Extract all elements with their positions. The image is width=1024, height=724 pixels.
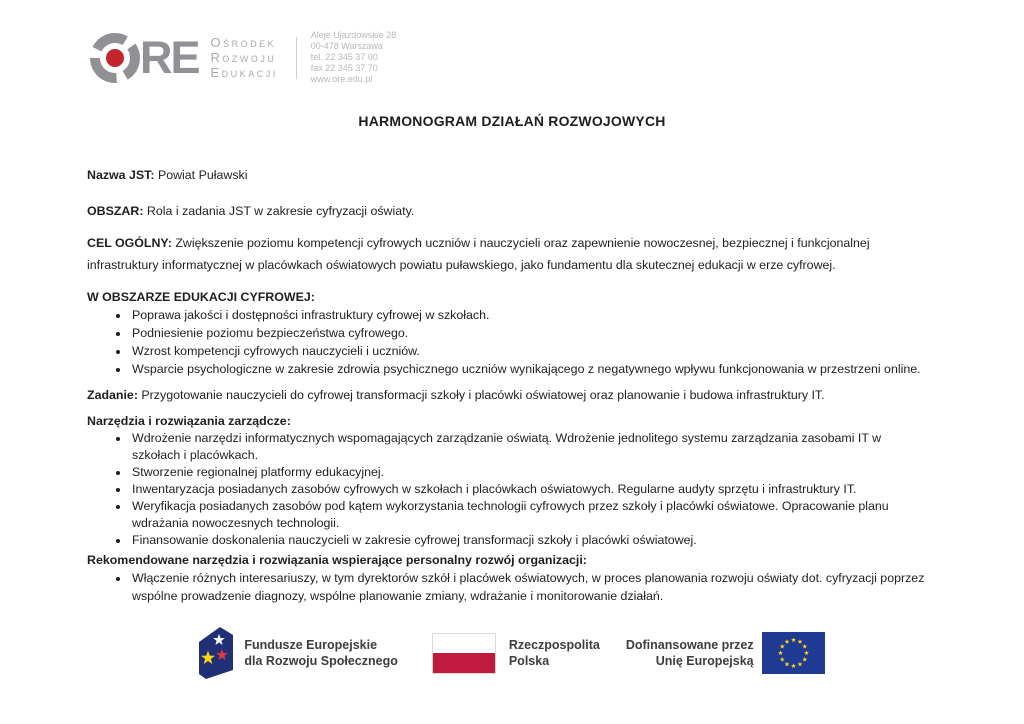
address-line: 00-478 Warszawa	[310, 41, 383, 51]
field-label: OBSZAR:	[87, 204, 144, 218]
address-line: fax 22 345 37 70	[310, 63, 378, 73]
address-line: Aleje Ujazdowskie 28	[310, 30, 397, 40]
list-item: • Wsparcie psychologiczne w zakresie zdrowia psychicznego uczniów wynikającego z negatywnego wpływu funkcjonowania w przestrzeni online.	[130, 360, 930, 378]
field-nazwa-jst	[87, 166, 930, 184]
rp-label: Rzeczpospolita Polska	[508, 637, 600, 668]
website-link: www.ore.edu.pl	[310, 74, 373, 84]
list-item: • Wdrożenie narzędzi informatycznych wspomagających zarządzanie oświatą. Wdrożenie jednolitego systemu zarządzania zasobami IT w szkołach i placówkach.	[130, 430, 930, 464]
address-block	[311, 30, 397, 85]
bullet-list-rekomendowane	[87, 569, 930, 605]
page-title: HARMONOGRAM DZIAŁAŃ ROZWOJOWYCH	[358, 113, 666, 129]
fe-logo-label: Fundusze Europejskie dla Rozwoju Społecznego	[244, 637, 398, 668]
field-zadanie	[87, 386, 930, 404]
fe-flag-icon	[199, 627, 233, 679]
eu-flag-icon	[762, 632, 825, 674]
address-line: tel. 22 345 37 00	[310, 52, 378, 62]
ore-logo-text: RE	[140, 31, 199, 83]
bullet-list-edukacja	[87, 306, 930, 378]
document-body	[87, 166, 930, 613]
ore-o-icon	[88, 31, 142, 85]
fundusze-europejskie-logo	[199, 627, 397, 679]
letterhead-divider	[296, 37, 297, 79]
field-cel-ogolny	[87, 233, 930, 276]
rzeczpospolita-polska-logo	[432, 633, 600, 674]
org-name	[211, 35, 278, 80]
field-value: Zwiększenie poziomu kompetencji cyfrowych uczniów i nauczycieli oraz zapewnienie nowoczesnej, bezpiecznej i funkcjonalnej infrastruktury informatycznej w placówkach oświatowych powiatu puławskiego, jako fundamentu dla skutecznej edukacji w erze cyfrowej.	[87, 236, 870, 272]
ore-logo	[88, 31, 199, 85]
field-label: Zadanie:	[87, 388, 138, 402]
field-value: Przygotowanie nauczycieli do cyfrowej transformacji szkoły i placówki oświatowej oraz planowanie i budowa infrastruktury IT.	[141, 388, 825, 402]
field-value: Powiat Puławski	[157, 168, 248, 182]
field-value: Rola i zadania JST w zakresie cyfryzacji oświaty.	[146, 204, 415, 218]
ore-red-dot-icon	[106, 49, 124, 67]
list-item: • Stworzenie regionalnej platformy edukacyjnej.	[130, 464, 930, 481]
list-item: • Podniesienie poziomu bezpieczeństwa cyfrowego.	[130, 324, 930, 342]
field-obszar	[87, 202, 930, 220]
eu-funding-logo	[626, 632, 825, 674]
poland-flag-icon	[432, 633, 496, 674]
field-label: Nazwa JST:	[87, 168, 155, 182]
section-heading-narzedzia: Narzędzia i rozwiązania zarządcze:	[87, 414, 291, 428]
org-name-line: Rozwoju	[210, 50, 277, 65]
bullet-list-narzedzia	[87, 430, 930, 549]
letterhead	[88, 30, 396, 85]
list-item: • Finansowanie doskonalenia nauczycieli w zakresie cyfrowej transformacji szkoły i placówki oświatowej.	[130, 532, 930, 549]
org-name-line: Ośrodek	[210, 35, 277, 50]
list-item: • Włączenie różnych interesariuszy, w tym dyrektorów szkół i placówek oświatowych, w proces planowania rozwoju oświaty dot. cyfryzacji poprzez wspólne prowadzenie diagnozy, wspólne planowanie zmiany, wdrażanie i monitorowanie działań.	[130, 569, 930, 605]
field-label: CEL OGÓLNY:	[87, 236, 172, 250]
list-item: • Weryfikacja posiadanych zasobów pod kątem wykorzystania technologii cyfrowych przez szkoły i placówki oświatowe. Opracowanie planu wdrażania nowoczesnych technologii.	[130, 498, 930, 532]
section-heading-edukacja: W OBSZARZE EDUKACJI CYFROWEJ:	[87, 290, 315, 304]
list-item: • Inwentaryzacja posiadanych zasobów cyfrowych w szkołach i placówkach oświatowych. Regularne audyty sprzętu i infrastruktury IT.	[130, 481, 930, 498]
list-item: • Wzrost kompetencji cyfrowych nauczycieli i uczniów.	[130, 342, 930, 360]
org-name-line: Edukacji	[210, 65, 278, 80]
eu-funding-label: Dofinansowane przez Unię Europejską	[625, 637, 754, 668]
list-item: • Poprawa jakości i dostępności infrastruktury cyfrowej w szkołach.	[130, 306, 930, 324]
funding-footer	[0, 627, 1024, 679]
section-heading-rekomendowane: Rekomendowane narzędzia i rozwiązania wspierające personalny rozwój organizacji:	[87, 553, 587, 567]
